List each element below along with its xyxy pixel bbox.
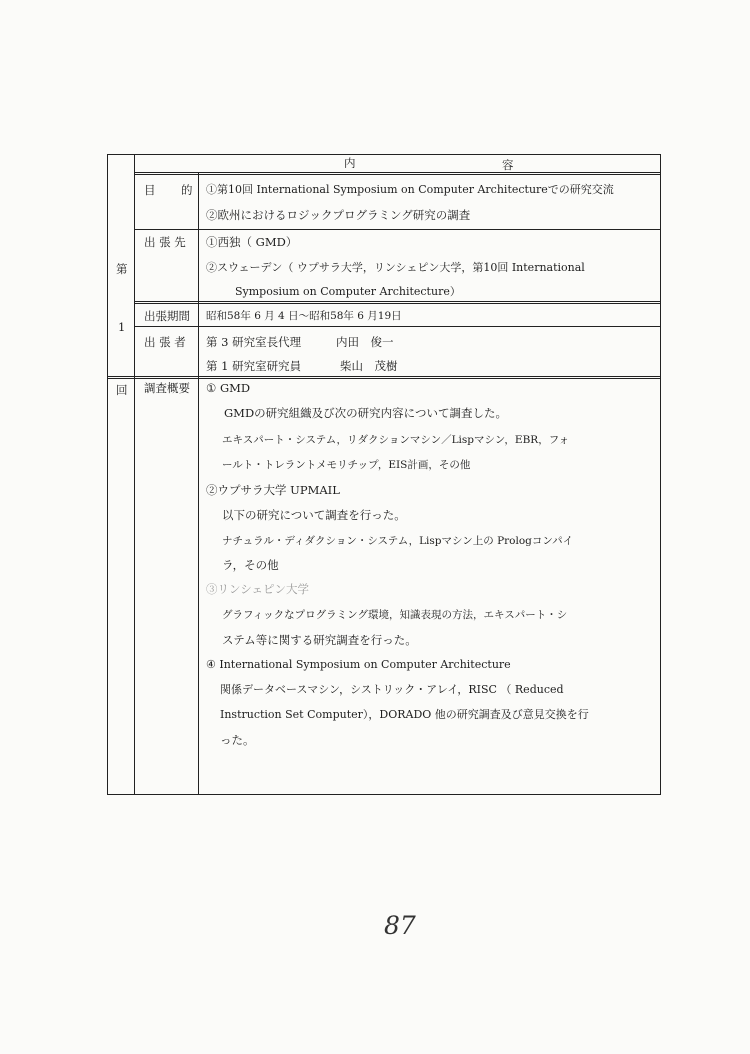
summary-2-title: ②ウプサラ大学 UPMAIL — [206, 483, 340, 497]
purpose-line-2: ②欧州におけるロジックプログラミング研究の調査 — [206, 208, 471, 222]
travelers-label: 出 張 者 — [144, 335, 186, 349]
summary-1-title: ① GMD — [206, 381, 251, 395]
summary-3-line-2: ステム等に関する研究調査を行った。 — [222, 633, 417, 647]
side-char-one: 1 — [118, 320, 126, 334]
purpose-divider — [134, 229, 660, 230]
traveler-2-role: 第 1 研究室研究員 — [206, 359, 302, 373]
summary-2-line-3: ラ，その他 — [222, 558, 279, 572]
traveler-1-name: 内田 俊一 — [336, 335, 394, 349]
report-table — [107, 154, 661, 795]
side-column-divider — [134, 155, 135, 794]
summary-3-title: ③リンシェピン大学 — [206, 582, 309, 596]
summary-4-title: ④ International Symposium on Computer Architecture — [206, 658, 511, 671]
summary-4-line-3: った。 — [220, 733, 255, 747]
destination-label: 出 張 先 — [144, 235, 186, 249]
destination-divider — [134, 301, 660, 304]
summary-label: 調査概要 — [144, 381, 190, 395]
purpose-label-b: 的 — [181, 183, 193, 197]
summary-1-line-1: GMDの研究組織及び次の研究内容について調査した。 — [224, 406, 507, 420]
page-number: 87 — [384, 911, 416, 940]
traveler-2-name: 柴山 茂樹 — [340, 359, 398, 373]
period-value: 昭和58年 6 月 4 日～昭和58年 6 月19日 — [206, 310, 402, 322]
traveler-1-role: 第 3 研究室長代理 — [206, 335, 302, 349]
summary-4-line-2: Instruction Set Computer），DORADO 他の研究調査及び意見交換を行 — [220, 708, 589, 721]
purpose-line-1: ①第10回 International Symposium on Computer Architectureでの研究交流 — [206, 183, 614, 196]
period-label: 出張期間 — [144, 309, 190, 323]
header-content-char1: 内 — [344, 156, 356, 170]
label-column-divider — [198, 173, 199, 794]
travelers-divider — [108, 376, 660, 379]
summary-2-line-2: ナチュラル・ディダクション・システム，Lispマシン上の Prologコンパイ — [222, 535, 574, 547]
header-divider — [134, 172, 660, 175]
destination-line-2: ②スウェーデン（ ウプサラ大学，リンシェピン大学，第10回 International — [206, 261, 585, 274]
destination-line-3: Symposium on Computer Architecture） — [235, 285, 461, 298]
side-char-kai: 回 — [116, 383, 128, 397]
purpose-label-a: 目 — [144, 183, 156, 197]
summary-1-line-2: エキスパート・システム，リダクションマシン／Lispマシン，EBR，フォ — [222, 434, 570, 446]
summary-3-line-1: グラフィックなプログラミング環境，知識表現の方法，エキスパート・シ — [222, 609, 568, 621]
summary-4-line-1: 関係データベースマシン，シストリック・アレイ，RISC （ Reduced — [220, 683, 564, 696]
summary-2-line-1: 以下の研究について調査を行った。 — [222, 508, 406, 522]
side-char-dai: 第 — [116, 262, 128, 276]
destination-line-1: ①西独（ GMD） — [206, 235, 298, 249]
period-divider — [134, 326, 660, 327]
header-content-char2: 容 — [502, 158, 514, 172]
summary-1-line-3: ールト・トレラントメモリチップ，EIS計画，その他 — [222, 459, 471, 471]
